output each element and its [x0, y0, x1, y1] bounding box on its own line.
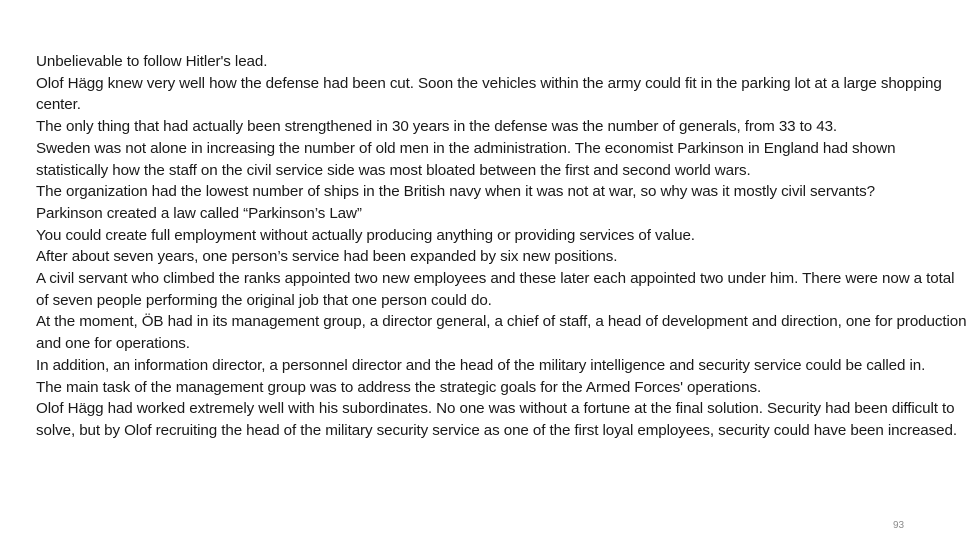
paragraph: Parkinson created a law called “Parkinson’s Law”: [36, 204, 362, 222]
paragraph: The main task of the management group was to address the strategic goals for the Armed Forces' operations.: [36, 378, 762, 396]
paragraph: In addition, an information director, a personnel director and the head of the military intelligence and security service could be called in.: [36, 356, 926, 374]
paragraph: Sweden was not alone in increasing the number of old men in the administration. The economist Parkinson in England had shown statistically how the staff on the civil service side was most bloated between the first and second world wars.: [36, 139, 896, 179]
paragraph: At the moment, ÖB had in its management group, a director general, a chief of staff, a head of development and direction, one for production and one for operations.: [36, 313, 967, 353]
paragraph: Unbelievable to follow Hitler's lead.: [36, 53, 268, 70]
body-text: [36, 51, 968, 442]
paragraph: Olof Hägg knew very well how the defense had been cut. Soon the vehicles within the army could fit in the parking lot at a large shopping center.: [36, 74, 942, 114]
paragraph: The only thing that had actually been strengthened in 30 years in the defense was the number of generals, from 33 to 43.: [36, 118, 838, 136]
paragraph: A civil servant who climbed the ranks appointed two new employees and these later each appointed two under him. There were now a total of seven people performing the original job that one person could do.: [36, 270, 955, 309]
paragraph: After about seven years, one person’s service had been expanded by six new positions.: [36, 248, 618, 266]
paragraph: The organization had the lowest number of ships in the British navy when it was not at war, so why was it mostly civil servants?: [36, 183, 875, 201]
paragraph: You could create full employment without actually producing anything or providing services of value.: [36, 226, 695, 244]
page-number: 93: [893, 520, 905, 531]
paragraph: Olof Hägg had worked extremely well with his subordinates. No one was without a fortune at the final solution. Security had been difficult to solve, but by Olof recruiting the head of the military security service as one of the first loyal employees, security could have been increased.: [36, 400, 957, 439]
